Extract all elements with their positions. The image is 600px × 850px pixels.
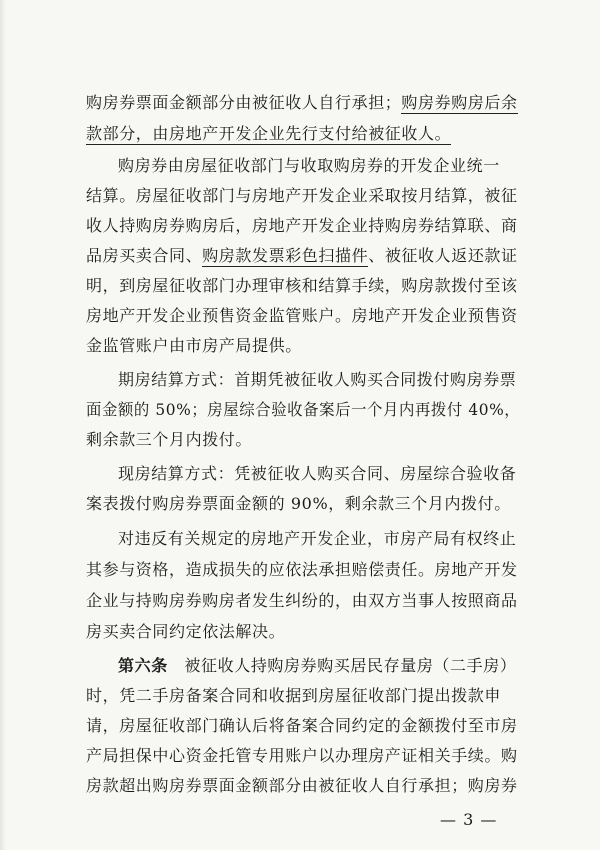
text-line-8: 房地产开发企业预售资金监管账户。房地产开发企业预售资 (86, 306, 518, 325)
text-line-22: 产局担保中心资金托管专用账户以办理房产证相关手续。购 (86, 746, 518, 765)
scan-shadow (0, 0, 6, 850)
text-line-15: 对违反有关规定的房地产开发企业，市房产局有权终止 (118, 529, 517, 548)
text-line-21: 请，房屋征收部门确认后将备案合同约定的金额拨付至市房 (86, 716, 518, 735)
text-line-14: 案表拨付购房券票面金额的 90%，剩余款三个月内拨付。 (86, 494, 511, 513)
text-line-11: 面金额的 50%；房屋综合验收备案后一个月内再拨付 40%， (86, 400, 521, 419)
text-line-4: 结算。房屋征收部门与房地产开发企业采取按月结算，被征 (86, 186, 518, 205)
text-line-13: 现房结算方式：凭被征收人购买合同、房屋综合验收备 (118, 464, 517, 483)
article-heading: 第六条 (118, 656, 168, 675)
text-line-10: 期房结算方式：首期凭被征收人购买合同拨付购房券票 (118, 370, 517, 389)
text-line-20: 时，凭二手房备案合同和收据到房屋征收部门提出拨款申 (86, 686, 502, 705)
text-line-7: 明，到房屋征收部门办理审核和结算手续，购房款拨付至该 (86, 276, 518, 295)
text-line-2 (86, 124, 451, 144)
underlined-text: 购房券购房后余 (401, 93, 518, 112)
underlined-text: 购房款发票彩色扫描件 (202, 246, 369, 265)
text-line-18: 房买卖合同约定依法解决。 (86, 622, 286, 641)
text-line-9: 金监管账户由市房产局提供。 (86, 336, 302, 355)
text-line-19: 第六条 被征收人持购房券购买居民存量房（二手房） (118, 656, 517, 675)
text-line-17: 企业与持购房券购房者发生纠纷的，由双方当事人按照商品 (86, 591, 518, 610)
text-line-3: 购房券由房屋征收部门与收取购房券的开发企业统一 (118, 156, 500, 175)
text-line-23: 房款超出购房券票面金额部分由被征收人自行承担；购房券 (86, 776, 518, 795)
text-line-1: 购房券票面金额部分由被征收人自行承担；购房券购房后余 (86, 93, 518, 112)
text-line-16: 其参与资格，造成损失的应依法承担赔偿责任。房地产开发 (86, 560, 518, 579)
page-number: — 3 — (440, 810, 498, 829)
text-line-5: 收人持购房券购房后，房地产开发企业持购房券结算联、商 (86, 216, 518, 235)
text-line-12: 剩余款三个月内拨付。 (86, 430, 253, 449)
underlined-text: 款部分，由房地产开发企业先行支付给被征收人。 (86, 124, 452, 143)
text-line-6: 品房买卖合同、购房款发票彩色扫描件、被征收人返还款证 (86, 246, 518, 265)
